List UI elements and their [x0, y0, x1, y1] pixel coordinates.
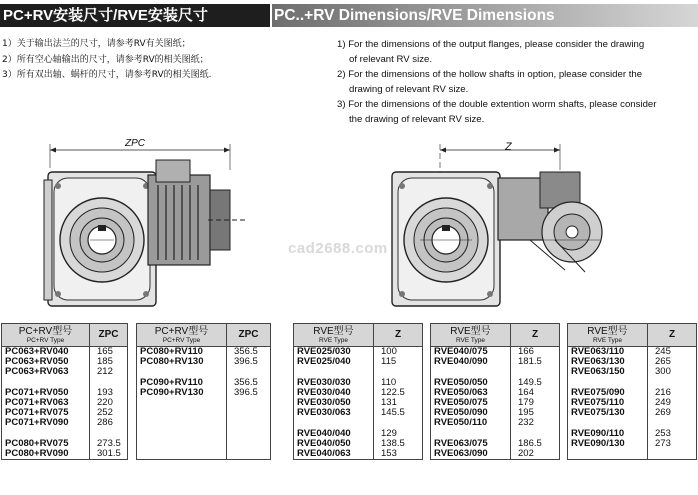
model-cell: RVE063/130	[568, 357, 648, 367]
column-header-z: Z	[511, 324, 560, 347]
dimension-cell: 216	[648, 388, 697, 398]
table-row	[568, 347, 697, 358]
watermark: cad2688.com	[288, 240, 388, 257]
note-en-1-line2: of relevant RV size.	[349, 54, 433, 65]
rve-gearbox-drawing	[380, 140, 640, 320]
model-cell: PC080+RV090	[2, 449, 90, 460]
dimension-cell: 129	[374, 429, 423, 439]
table-row	[568, 429, 697, 439]
table-row	[137, 418, 271, 428]
dimension-cell: 166	[511, 347, 560, 358]
dimension-cell	[648, 449, 697, 460]
dimension-cell: 286	[90, 418, 128, 428]
note-cn-3: 3）所有双出轴、蜗杆的尺寸，请参考RV的相关图纸.	[2, 70, 212, 80]
note-en-2-line2: drawing of relevant RV size.	[349, 84, 469, 95]
model-cell: RVE030/063	[294, 408, 374, 418]
dimension-cell	[227, 367, 271, 377]
model-cell: RVE030/050	[294, 398, 374, 408]
model-cell: RVE063/110	[568, 347, 648, 358]
table-row	[2, 357, 128, 367]
model-cell	[2, 378, 90, 388]
table-row	[137, 378, 271, 388]
model-cell	[568, 449, 648, 460]
table-row	[2, 367, 128, 377]
column-header-z: ZPC	[227, 324, 271, 347]
table-row	[2, 398, 128, 408]
dimension-cell: 110	[374, 378, 423, 388]
model-cell	[137, 418, 227, 428]
dimension-cell	[90, 429, 128, 439]
model-cell	[568, 378, 648, 388]
dimension-cell: 232	[511, 418, 560, 428]
model-cell: RVE075/090	[568, 388, 648, 398]
model-cell	[137, 367, 227, 377]
model-cell: PC080+RV130	[137, 357, 227, 367]
note-cn-2: 2）所有空心轴输出的尺寸，请参考RV的相关图纸；	[2, 54, 209, 65]
table-row	[568, 439, 697, 449]
table-row	[294, 408, 423, 418]
table-row	[568, 388, 697, 398]
table-row	[568, 449, 697, 460]
dimension-cell: 253	[648, 429, 697, 439]
table-row	[431, 429, 560, 439]
dimension-cell	[227, 398, 271, 408]
table-row	[137, 429, 271, 439]
model-cell: PC080+RV110	[137, 347, 227, 358]
table-row	[431, 439, 560, 449]
dimension-cell: 269	[648, 408, 697, 418]
column-header-z: Z	[374, 324, 423, 347]
table-row	[2, 418, 128, 428]
model-cell: RVE030/030	[294, 378, 374, 388]
model-cell: RVE040/063	[294, 449, 374, 460]
note-cn-1: 1）关于输出法兰的尺寸，请参考RV有关图纸；	[2, 39, 191, 49]
column-header-z: ZPC	[90, 324, 128, 347]
dimension-z-label: Z	[505, 141, 512, 153]
model-cell	[137, 398, 227, 408]
dimension-cell	[374, 418, 423, 428]
table-row	[2, 439, 128, 449]
dimension-cell: 164	[511, 388, 560, 398]
notes-english	[337, 37, 697, 127]
table-row	[294, 367, 423, 377]
table-row	[137, 439, 271, 449]
table-row	[2, 429, 128, 439]
model-cell: RVE050/063	[431, 388, 511, 398]
dimension-cell: 138.5	[374, 439, 423, 449]
table-row	[137, 408, 271, 418]
table-rve-2	[430, 323, 560, 460]
dimension-cell: 165	[90, 347, 128, 358]
model-cell: RVE090/110	[568, 429, 648, 439]
dimension-cell	[227, 408, 271, 418]
dimension-cell	[511, 367, 560, 377]
table-row	[568, 367, 697, 377]
table-row	[294, 429, 423, 439]
model-cell: PC090+RV130	[137, 388, 227, 398]
column-header-model: RVE型号 RVE Type	[568, 324, 648, 347]
table-row	[137, 367, 271, 377]
model-cell: RVE040/040	[294, 429, 374, 439]
model-cell	[2, 429, 90, 439]
title-chinese: PC+RV安装尺寸/RVE安装尺寸	[0, 4, 270, 27]
column-header-z: Z	[648, 324, 697, 347]
table-row	[431, 449, 560, 460]
dimension-cell: 179	[511, 398, 560, 408]
dimension-cell: 300	[648, 367, 697, 377]
table-row	[294, 388, 423, 398]
model-cell	[568, 418, 648, 428]
table-row	[568, 398, 697, 408]
dimension-cell	[374, 367, 423, 377]
model-cell	[137, 408, 227, 418]
dimension-cell: 100	[374, 347, 423, 358]
dimension-cell: 220	[90, 398, 128, 408]
model-cell	[137, 449, 227, 460]
model-cell: RVE025/040	[294, 357, 374, 367]
model-cell: PC071+RV050	[2, 388, 90, 398]
model-cell	[431, 429, 511, 439]
dimension-cell: 185	[90, 357, 128, 367]
dimension-cell: 145.5	[374, 408, 423, 418]
note-en-1-line1: 1) For the dimensions of the output flanges, please consider the drawing	[337, 39, 645, 50]
table-row	[137, 398, 271, 408]
table-row	[431, 357, 560, 367]
dimension-cell: 273.5	[90, 439, 128, 449]
dimension-cell: 273	[648, 439, 697, 449]
model-cell: PC063+RV040	[2, 347, 90, 358]
dimension-zpc-label: ZPC	[125, 138, 145, 149]
dimension-cell: 202	[511, 449, 560, 460]
table-row	[137, 449, 271, 460]
table-row	[2, 449, 128, 460]
table-row	[137, 357, 271, 367]
model-cell	[294, 418, 374, 428]
model-cell	[431, 367, 511, 377]
pc-rv-gearbox-drawing	[30, 130, 270, 320]
column-header-model: PC+RV型号 PC+RV Type	[137, 324, 227, 347]
table-pc-rv-2	[136, 323, 271, 460]
model-cell: PC090+RV110	[137, 378, 227, 388]
table-row	[137, 347, 271, 358]
dimension-cell: 396.5	[227, 357, 271, 367]
dimension-cell: 195	[511, 408, 560, 418]
column-header-model: PC+RV型号 PC+RV Type	[2, 324, 90, 347]
model-cell: RVE040/050	[294, 439, 374, 449]
model-cell: RVE030/040	[294, 388, 374, 398]
table-row	[294, 378, 423, 388]
dimension-cell: 265	[648, 357, 697, 367]
dimension-cell: 153	[374, 449, 423, 460]
dimension-cell	[227, 439, 271, 449]
dimension-cell: 252	[90, 408, 128, 418]
dimension-cell: 115	[374, 357, 423, 367]
model-cell: PC071+RV090	[2, 418, 90, 428]
table-row	[294, 439, 423, 449]
table-row	[294, 357, 423, 367]
table-row	[431, 347, 560, 358]
dimension-cell: 193	[90, 388, 128, 398]
model-cell	[137, 429, 227, 439]
dimension-cell	[648, 418, 697, 428]
dimension-cell	[90, 378, 128, 388]
dimension-cell: 249	[648, 398, 697, 408]
model-cell: RVE025/030	[294, 347, 374, 358]
model-cell	[294, 367, 374, 377]
note-en-3-line2: the drawing of relevant RV size.	[349, 114, 485, 125]
note-en-3-line1: 3) For the dimensions of the double extention worm shafts, please consider	[337, 99, 657, 110]
dimension-cell: 212	[90, 367, 128, 377]
model-cell: PC071+RV063	[2, 398, 90, 408]
table-row	[568, 408, 697, 418]
dimension-cell	[227, 449, 271, 460]
model-cell: RVE040/075	[431, 347, 511, 358]
table-row	[294, 418, 423, 428]
dimension-cell: 301.5	[90, 449, 128, 460]
table-row	[2, 388, 128, 398]
dimension-cell: 131	[374, 398, 423, 408]
model-cell	[137, 439, 227, 449]
table-row	[431, 398, 560, 408]
dimension-cell: 122.5	[374, 388, 423, 398]
table-row	[294, 347, 423, 358]
dimension-cell	[227, 418, 271, 428]
dimension-cell	[227, 429, 271, 439]
dimension-cell: 396.5	[227, 388, 271, 398]
title-english: PC..+RV Dimensions/RVE Dimensions	[272, 4, 698, 27]
model-cell: PC080+RV075	[2, 439, 90, 449]
table-row	[2, 408, 128, 418]
table-row	[431, 388, 560, 398]
dimension-cell	[511, 429, 560, 439]
dimension-cell: 186.5	[511, 439, 560, 449]
column-header-model: RVE型号 RVE Type	[294, 324, 374, 347]
table-row	[568, 378, 697, 388]
table-row	[568, 357, 697, 367]
model-cell: RVE063/075	[431, 439, 511, 449]
column-header-model: RVE型号 RVE Type	[431, 324, 511, 347]
table-row	[2, 378, 128, 388]
table-row	[431, 408, 560, 418]
model-cell: RVE050/110	[431, 418, 511, 428]
notes-chinese	[2, 37, 322, 84]
table-rve-1	[293, 323, 423, 460]
table-rve-3	[567, 323, 697, 460]
model-cell: RVE050/090	[431, 408, 511, 418]
dimension-cell: 356.5	[227, 347, 271, 358]
model-cell: PC063+RV050	[2, 357, 90, 367]
table-row	[431, 367, 560, 377]
dimension-cell: 245	[648, 347, 697, 358]
table-row	[2, 347, 128, 358]
table-row	[568, 418, 697, 428]
model-cell: PC071+RV075	[2, 408, 90, 418]
dimension-cell: 149.5	[511, 378, 560, 388]
dimension-cell	[648, 378, 697, 388]
model-cell: RVE075/110	[568, 398, 648, 408]
table-row	[431, 378, 560, 388]
table-row	[137, 388, 271, 398]
model-cell: RVE050/050	[431, 378, 511, 388]
table-row	[294, 398, 423, 408]
dimension-cell: 181.5	[511, 357, 560, 367]
dimension-cell: 356.5	[227, 378, 271, 388]
model-cell: RVE075/130	[568, 408, 648, 418]
model-cell: RVE063/150	[568, 367, 648, 377]
model-cell: RVE050/075	[431, 398, 511, 408]
model-cell: RVE063/090	[431, 449, 511, 460]
table-pc-rv-1	[1, 323, 128, 460]
model-cell: RVE040/090	[431, 357, 511, 367]
table-row	[431, 418, 560, 428]
note-en-2-line1: 2) For the dimensions of the hollow shafts in option, please consider the	[337, 69, 643, 80]
table-row	[294, 449, 423, 460]
model-cell: PC063+RV063	[2, 367, 90, 377]
model-cell: RVE090/130	[568, 439, 648, 449]
